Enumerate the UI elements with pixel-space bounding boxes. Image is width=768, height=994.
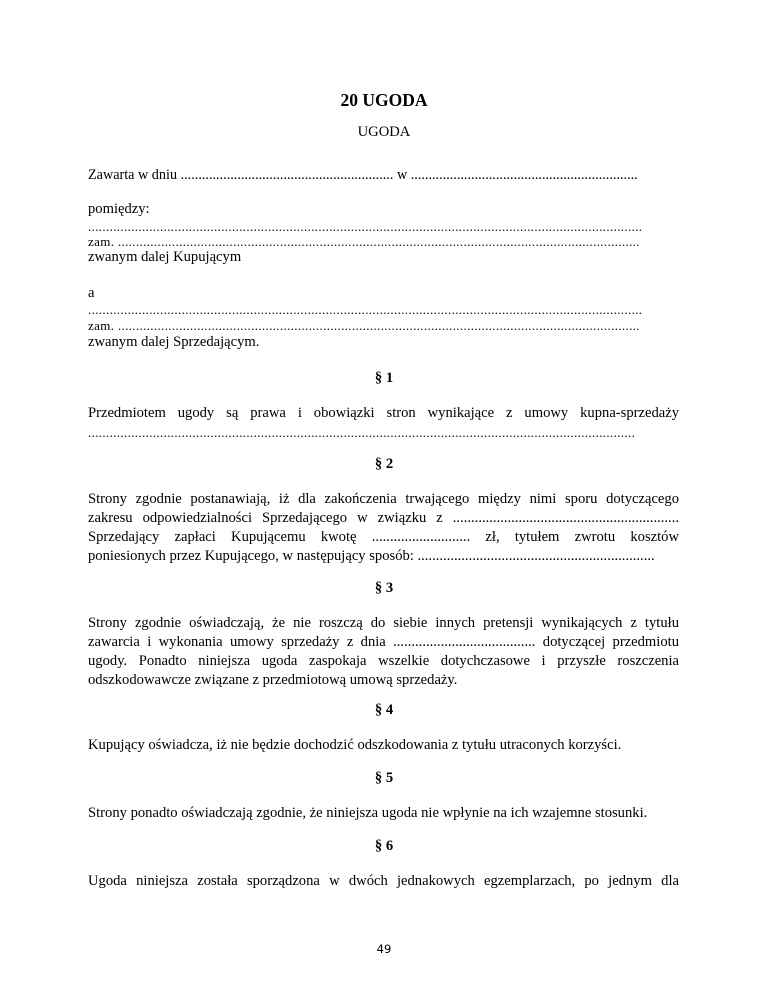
section-mark-6: § 6 (374, 838, 394, 854)
section-mark-2: § 2 (374, 456, 394, 472)
party1-name-line: .......................................................................................................................................................... (88, 219, 643, 234)
between-label: pomiędzy: (88, 201, 150, 217)
page-number: 49 (376, 942, 392, 956)
section-mark-5: § 5 (374, 770, 394, 786)
section-mark-3: § 3 (374, 580, 394, 596)
section-line: Strony zgodnie postanawiają, iż dla zakończenia trwającego między nimi sporu dotyczącego (88, 491, 679, 507)
document-subheading: UGODA (357, 124, 411, 140)
party2-role: zwanym dalej Sprzedającym. (88, 334, 260, 350)
party2-address-line: zam. ................................................................................................................................................. (88, 318, 640, 333)
section-body-4 (88, 736, 679, 755)
section-body-2 (88, 490, 679, 566)
section-body-6 (88, 872, 679, 891)
section-mark-1: § 1 (374, 370, 394, 386)
party1-role: zwanym dalej Kupującym (88, 249, 242, 265)
document-heading: 20 UGODA (340, 90, 428, 110)
and-label: a (88, 285, 95, 301)
section-line: poniesionych przez Kupującego, w następujący sposób: ................................................................. (88, 548, 655, 564)
section-line: zakresu odpowiedzialności Sprzedającego w związku z .............................................................. (88, 510, 679, 526)
section-line: Kupujący oświadcza, iż nie będzie dochodzić odszkodowania z tytułu utraconych korzyści. (88, 737, 622, 753)
section-mark-4: § 4 (374, 702, 394, 718)
section-line: odszkodowawcze związane z przedmiotową umową sprzedaży. (88, 672, 458, 688)
section-line: Przedmiotem ugody są prawa i obowiązki stron wynikające z umowy kupna-sprzedaży (88, 405, 679, 421)
section-line: Strony zgodnie oświadczają, że nie roszczą do siebie innych pretensji wynikających z tytułu (88, 615, 679, 631)
section-body-5 (88, 804, 679, 823)
section-line: Sprzedający zapłaci Kupującemu kwotę ........................... zł, tytułem zwrotu kosztów (88, 529, 679, 545)
section-line: ........................................................................................................................................................ (88, 425, 636, 440)
section-body-1 (88, 404, 679, 442)
section-line: Strony ponadto oświadczają zgodnie, że niniejsza ugoda nie wpłynie na ich wzajemne stosunki. (88, 805, 648, 821)
date-line: Zawarta w dniu ............................................................ w ................................................................ (88, 167, 638, 183)
section-line: ugody. Ponadto niniejsza ugoda zaspokaja wszelkie dotychczasowe i przyszłe roszczenia (88, 653, 679, 669)
section-body-3 (88, 614, 679, 690)
party1-address-line: zam. ................................................................................................................................................. (88, 234, 640, 249)
section-line: zawarcia i wykonania umowy sprzedaży z dnia ....................................... dotyczącej przedmiotu (88, 634, 679, 650)
party2-name-line: .......................................................................................................................................................... (88, 302, 643, 317)
section-line: Ugoda niniejsza została sporządzona w dwóch jednakowych egzemplarzach, po jednym dla (88, 873, 679, 889)
